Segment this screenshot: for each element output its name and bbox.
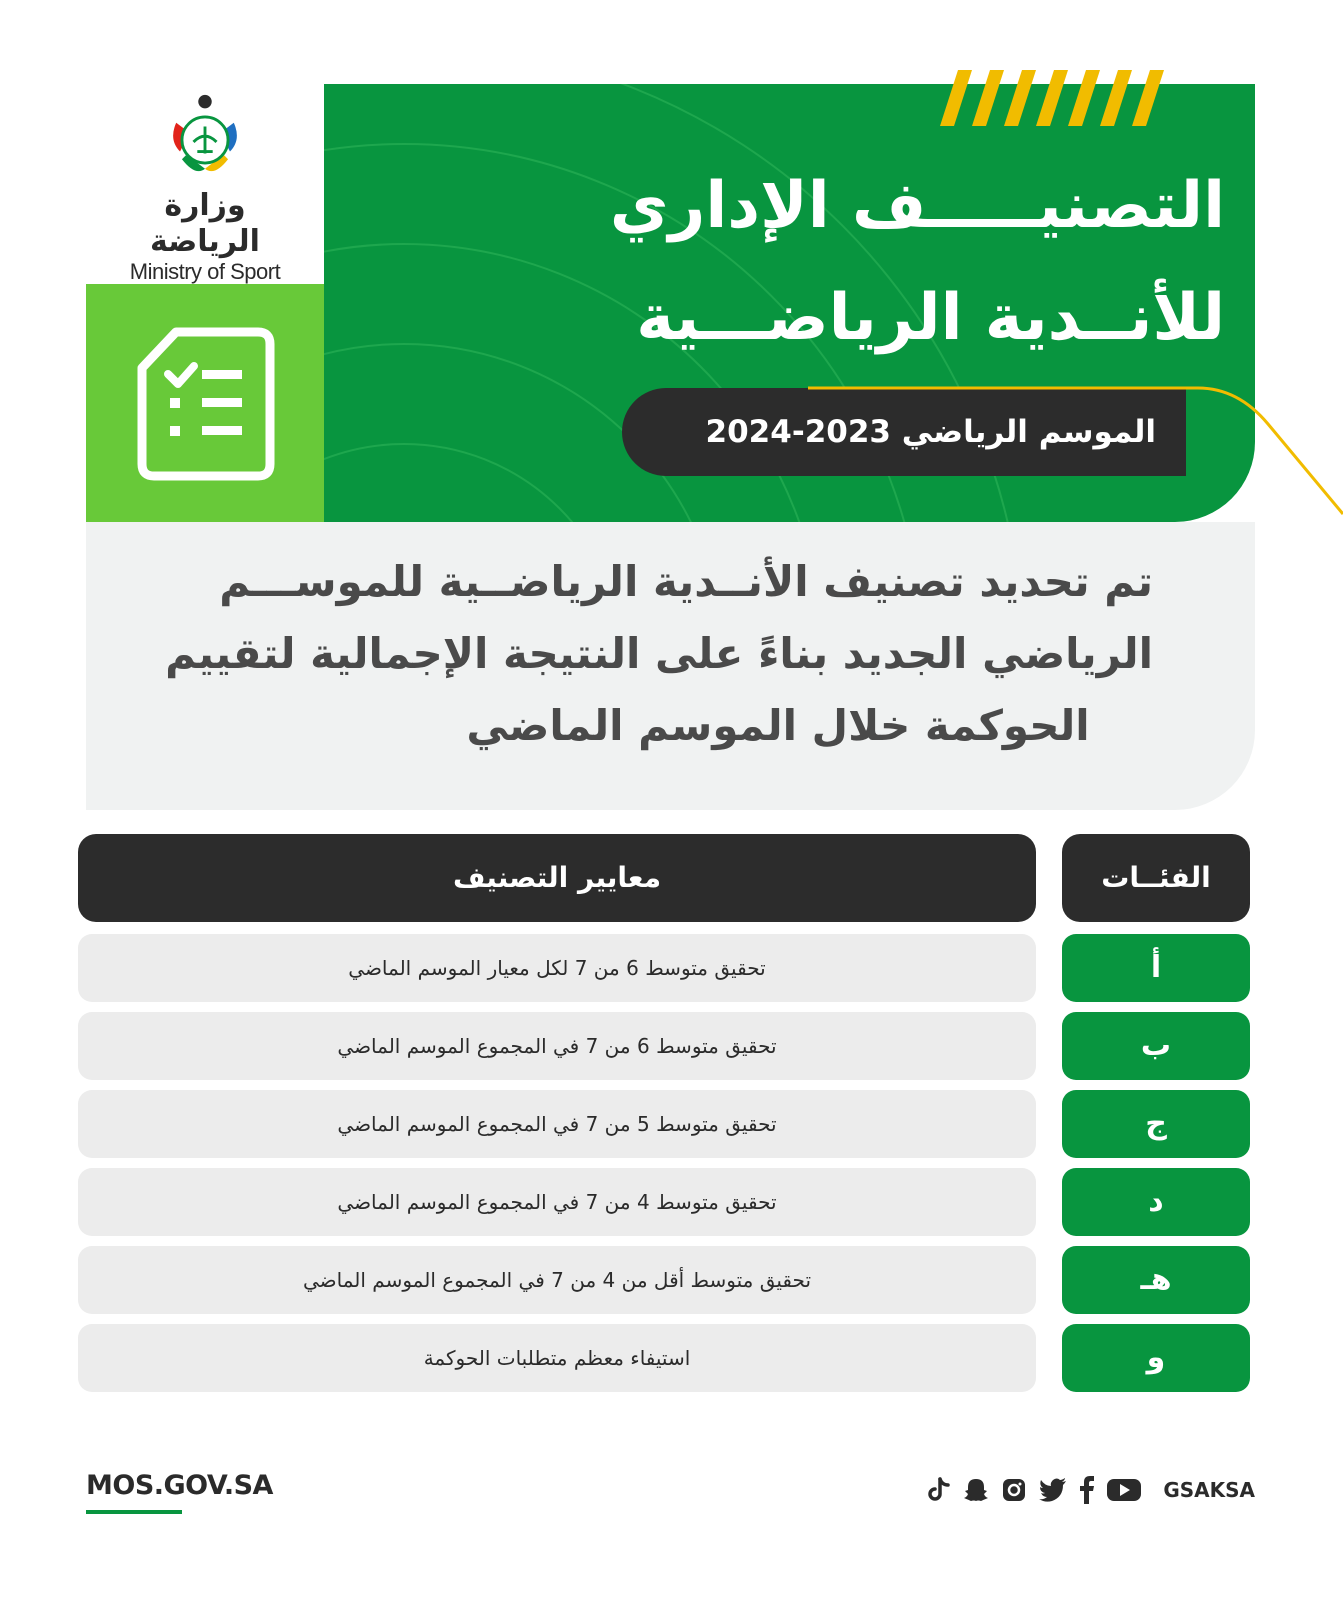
social-handle[interactable]: GSAKSA (1163, 1478, 1255, 1502)
intro-line-3: الحوكمة خلال الموسم الماضي (466, 701, 1090, 750)
intro-line-2: الرياضي الجديد بناءً على النتيجة الإجمالية لتقييم (165, 629, 1153, 678)
website-underline (86, 1510, 182, 1514)
season-label: الموسم الرياضي 2023-2024 (622, 388, 1186, 476)
criteria-header: معايير التصنيف (78, 834, 1036, 922)
instagram-icon[interactable] (1001, 1477, 1027, 1503)
ministry-name-arabic: وزارة الرياضة (150, 188, 260, 259)
category-badge: ب (1062, 1012, 1250, 1080)
criteria-cell: استيفاء معظم متطلبات الحوكمة (78, 1324, 1036, 1392)
checklist-icon (136, 326, 276, 482)
tiktok-icon[interactable] (927, 1477, 951, 1503)
twitter-icon[interactable] (1039, 1478, 1067, 1502)
social-links (927, 1474, 1255, 1506)
table-row (78, 1012, 1250, 1080)
facebook-icon[interactable] (1079, 1476, 1095, 1504)
categories-header: الفئــات (1062, 834, 1250, 922)
page-title (505, 150, 1225, 374)
category-badge: هـ (1062, 1246, 1250, 1314)
criteria-cell: تحقيق متوسط 5 من 7 في المجموع الموسم الماضي (78, 1090, 1036, 1158)
intro-line-1: تم تحديد تصنيف الأنــدية الرياضــية للموســـم (219, 557, 1153, 606)
criteria-cell: تحقيق متوسط 6 من 7 لكل معيار الموسم الماضي (78, 934, 1036, 1002)
table-row (78, 1168, 1250, 1236)
table-row (78, 1246, 1250, 1314)
criteria-cell: تحقيق متوسط أقل من 4 من 7 في المجموع الموسم الماضي (78, 1246, 1036, 1314)
youtube-icon[interactable] (1107, 1477, 1141, 1503)
ministry-name-english: Ministry of Sport (129, 259, 281, 284)
website-link[interactable]: MOS.GOV.SA (86, 1470, 273, 1501)
table-row (78, 1090, 1250, 1158)
gold-accent-line (808, 384, 1343, 524)
criteria-cell: تحقيق متوسط 4 من 7 في المجموع الموسم الماضي (78, 1168, 1036, 1236)
gold-stripes (940, 70, 1172, 126)
intro-paragraph (153, 546, 1153, 762)
category-badge: و (1062, 1324, 1250, 1392)
category-badge: د (1062, 1168, 1250, 1236)
category-badge: أ (1062, 934, 1250, 1002)
table-row (78, 934, 1250, 1002)
category-badge: ج (1062, 1090, 1250, 1158)
ministry-logo (110, 92, 300, 284)
criteria-cell: تحقيق متوسط 6 من 7 في المجموع الموسم الماضي (78, 1012, 1036, 1080)
snapchat-icon[interactable] (963, 1477, 989, 1503)
ministry-emblem-icon (157, 92, 253, 188)
title-line-2: للأنــدية الرياضـــية (636, 281, 1225, 355)
title-line-1: التصنيـــــف الإداري (609, 169, 1225, 243)
table-row (78, 1324, 1250, 1392)
